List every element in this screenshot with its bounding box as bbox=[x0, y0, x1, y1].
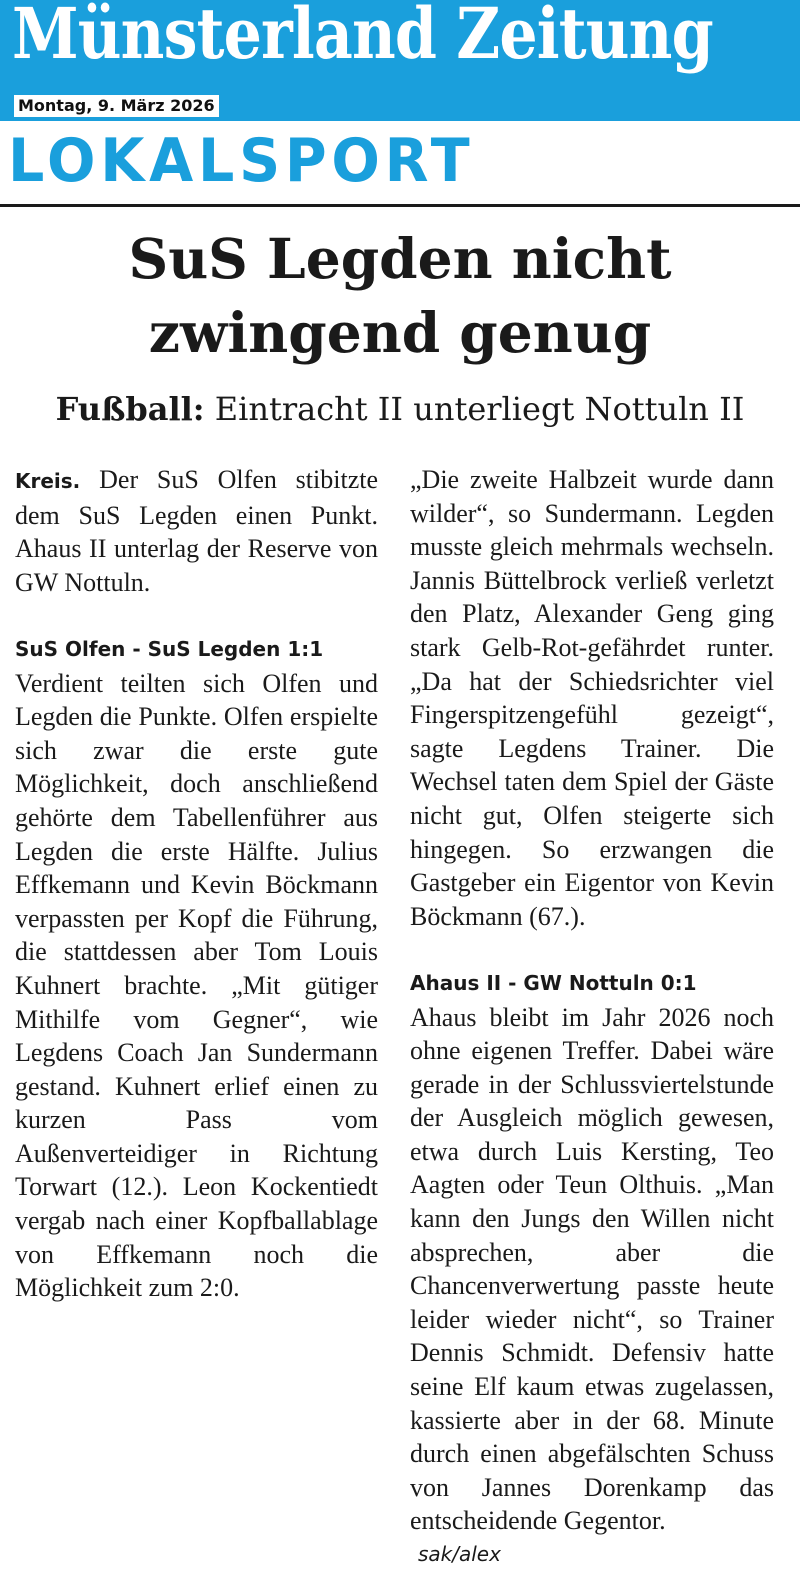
newspaper-title: Münsterland Zeitung bbox=[12, 0, 713, 75]
section-divider bbox=[0, 204, 800, 207]
author-credit: sak/alex bbox=[418, 1542, 501, 1566]
match-report-olfen-legden-continued: „Die zweite Halbzeit wurde dann wilder“, so Sundermann. Legden musste gleich mehrmals wechseln. Jannis Büttelbrock verließ verletzt den Platz, Alexander Geng ging stark Gelb-Rot-gefährdet runter. „Da hat der Schiedsrichter viel Fingerspitzengefühl gezeigt“, sagte Legdens Trainer. Die Wechsel taten dem Spiel der Gäste nicht gut, Olfen steigerte sich hingegen. So erzwangen die Gastgeber ein Eigentor von Kevin Böckmann (67.). bbox=[410, 465, 774, 931]
article-column-right bbox=[410, 463, 774, 1572]
masthead-banner bbox=[0, 0, 800, 121]
match-report-ahaus-nottuln-paragraph: Ahaus bleibt im Jahr 2026 noch ohne eigenen Treffer. Dabei wäre gerade in der Schlussviertelstunde der Ausgleich möglich gewesen, etwa durch Luis Kersting, Teo Aagten oder Teun Olthuis. „Man kann den Jungs den Willen nicht absprechen, aber die Chancenverwertung passte heute leider wieder nicht“, so Trainer Dennis Schmidt. Defensiv hatte seine Elf kaum etwas zugelassen, kassierte aber in der 68. Minute durch einen abgefälschten Schuss von Jannes Dorenkamp das entscheidende Gegentor. bbox=[410, 1002, 774, 1536]
issue-date: Montag, 9. März 2026 bbox=[14, 95, 219, 117]
subhead-kicker: Fußball: bbox=[55, 390, 205, 428]
match-heading-olfen-legden: SuS Olfen - SuS Legden 1:1 bbox=[15, 636, 324, 661]
dateline: Kreis. bbox=[15, 469, 81, 493]
match-heading-ahaus-nottuln: Ahaus II - GW Nottuln 0:1 bbox=[410, 970, 697, 995]
match-report-olfen-legden-paragraph-1: Verdient teilten sich Olfen und Legden die Punkte. Olfen erspielte sich zwar die erste gute Möglichkeit, doch anschließend gehörte dem Tabellenführer aus Legden die erste Hälfte. Julius Effkemann und Kevin Böckmann verpassten per Kopf die Führung, die stattdessen aber Tom Louis Kuhnert brachte. „Mit gütiger Mithilfe vom Gegner“, wie Legdens Coach Jan Sundermann gestand. Kuhnert erlief einen zu kurzen Pass vom Außenverteidiger in Richtung Torwart (12.). Leon Kockentiedt vergab nach einer Kopfballablage von Effkemann noch die Möglichkeit zum 2:0. bbox=[15, 668, 378, 1303]
subhead-text: Eintracht II unterliegt Nottuln II bbox=[214, 390, 745, 428]
article-subhead bbox=[0, 386, 800, 432]
intro-paragraph bbox=[15, 463, 378, 599]
section-label: LOKALSPORT bbox=[8, 126, 475, 196]
article-headline: SuS Legden nicht zwingend genug bbox=[128, 226, 672, 365]
intro-text: Der SuS Olfen stibitzte dem SuS Legden einen Punkt. Ahaus II unterlag der Reserve von GW Nottuln. bbox=[15, 465, 378, 597]
article-column-left bbox=[15, 463, 378, 1305]
